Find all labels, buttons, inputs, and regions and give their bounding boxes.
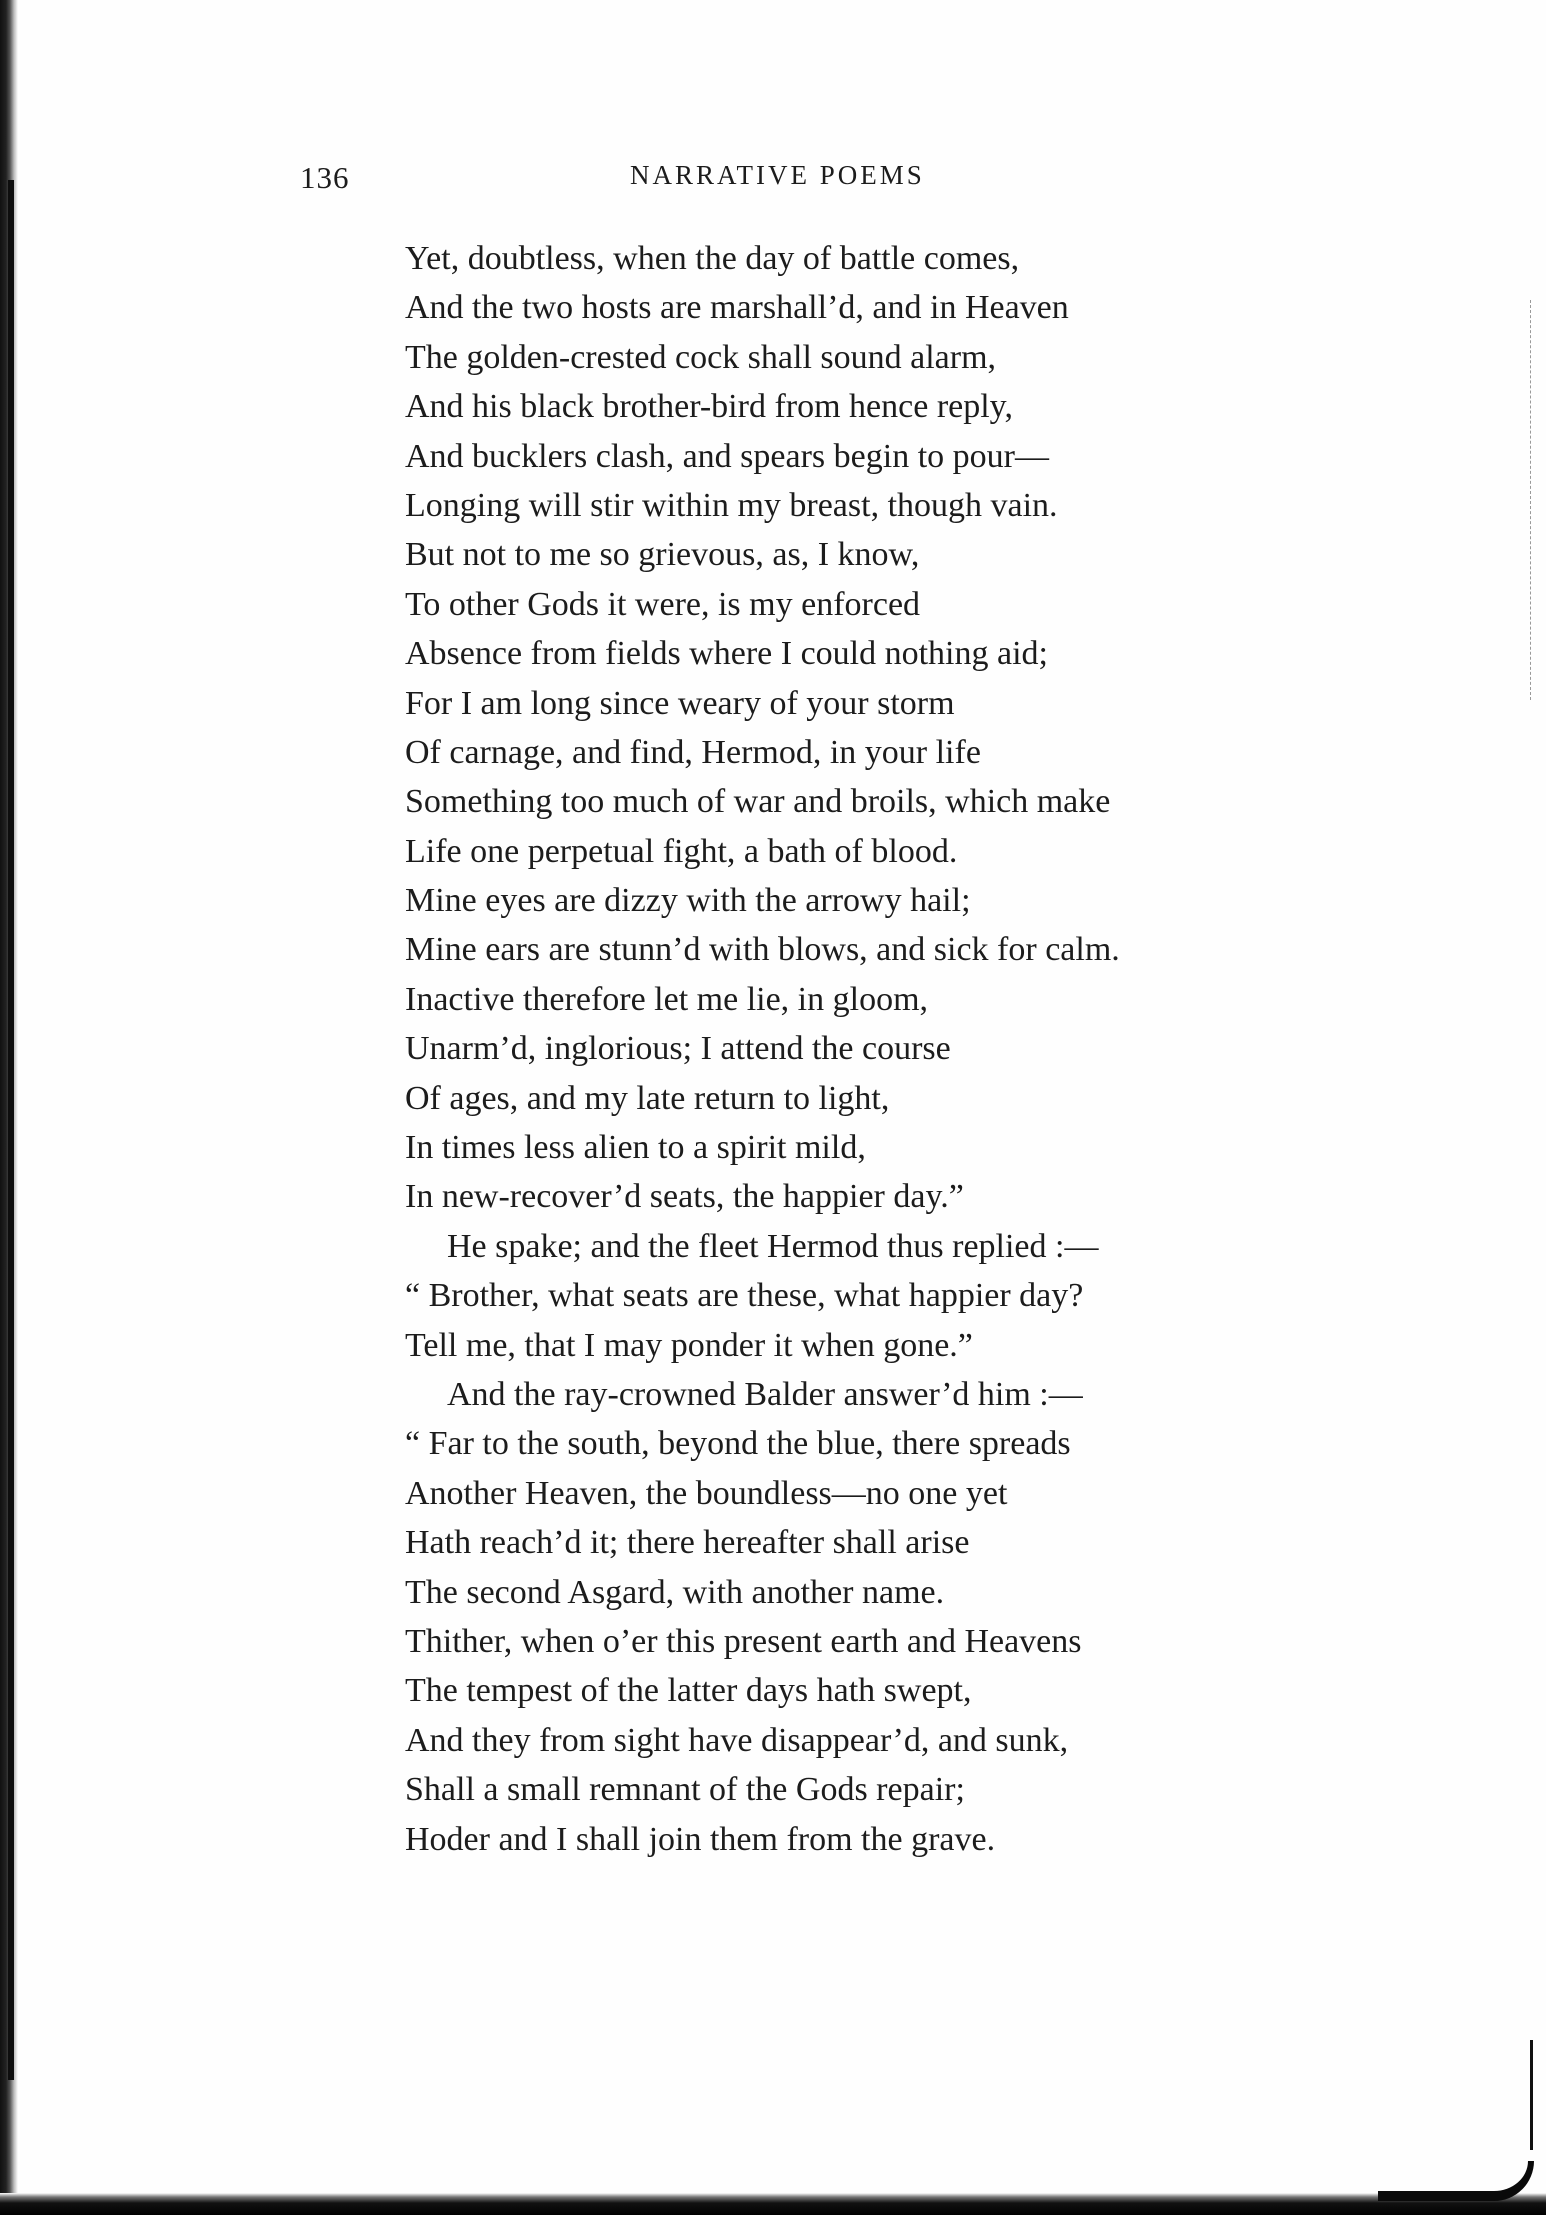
poem-line: And the two hosts are marshall’d, and in Heaven bbox=[405, 289, 1069, 327]
right-margin-marks bbox=[1530, 300, 1533, 700]
poem-line: Longing will stir within my breast, though vain. bbox=[405, 486, 1058, 524]
poem-line: “ Brother, what seats are these, what happier day? bbox=[405, 1277, 1084, 1315]
poem-line: Unarm’d, inglorious; I attend the course bbox=[405, 1030, 951, 1068]
poem-line: Yet, doubtless, when the day of battle comes, bbox=[405, 240, 1020, 277]
poem-line: Another Heaven, the boundless—no one yet bbox=[405, 1474, 1008, 1512]
poem-line: But not to me so grievous, as, I know, bbox=[405, 536, 920, 574]
binding-edge bbox=[8, 180, 14, 2080]
poem-line: And the ray-crowned Balder answer’d him :— bbox=[447, 1375, 1083, 1413]
poem-line: Hoder and I shall join them from the grave. bbox=[405, 1820, 996, 1858]
running-title: NARRATIVE POEMS bbox=[630, 160, 925, 190]
page-curl bbox=[1378, 2161, 1534, 2201]
poem-line: Hath reach’d it; there hereafter shall arise bbox=[405, 1524, 970, 1562]
poem-line: Tell me, that I may ponder it when gone.” bbox=[405, 1326, 973, 1364]
poem-line: He spake; and the fleet Hermod thus replied :— bbox=[447, 1227, 1099, 1265]
bottom-page-edge bbox=[0, 2193, 1546, 2215]
poem-line: The second Asgard, with another name. bbox=[405, 1573, 945, 1611]
poem-line: Thither, when o’er this present earth and Heavens bbox=[405, 1622, 1082, 1660]
poem-line: And they from sight have disappear’d, and sunk, bbox=[405, 1721, 1069, 1759]
poem-line: The tempest of the latter days hath swept, bbox=[405, 1672, 972, 1710]
poem-line: Life one perpetual fight, a bath of blood. bbox=[405, 832, 958, 870]
poem-line: Mine ears are stunn’d with blows, and sick for calm. bbox=[405, 931, 1120, 969]
poem-line: For I am long since weary of your storm bbox=[405, 684, 955, 722]
poem-line: Absence from fields where I could nothing aid; bbox=[405, 635, 1048, 673]
running-head bbox=[300, 160, 1300, 200]
poem-line: In times less alien to a spirit mild, bbox=[405, 1129, 866, 1167]
poem-line: Something too much of war and broils, which make bbox=[405, 783, 1111, 821]
poem-line: Of ages, and my late return to light, bbox=[405, 1079, 890, 1117]
poem-line: “ Far to the south, beyond the blue, there spreads bbox=[405, 1425, 1071, 1463]
poem-line: To other Gods it were, is my enforced bbox=[405, 585, 921, 623]
right-margin-edge bbox=[1530, 2040, 1535, 2150]
poem-line: And bucklers clash, and spears begin to pour— bbox=[405, 437, 1049, 475]
poem-line: Of carnage, and find, Hermod, in your life bbox=[405, 733, 981, 771]
poem-line: Shall a small remnant of the Gods repair; bbox=[405, 1771, 965, 1809]
poem-line: Mine eyes are dizzy with the arrowy hail; bbox=[405, 882, 971, 920]
poem-text bbox=[405, 234, 1405, 1864]
poem-line: The golden-crested cock shall sound alarm, bbox=[405, 338, 997, 376]
poem-line: In new-recover’d seats, the happier day.” bbox=[405, 1178, 964, 1216]
poem-line: And his black brother-bird from hence reply, bbox=[405, 388, 1013, 426]
page-number: 136 bbox=[300, 160, 350, 195]
poem-line: Inactive therefore let me lie, in gloom, bbox=[405, 980, 929, 1018]
